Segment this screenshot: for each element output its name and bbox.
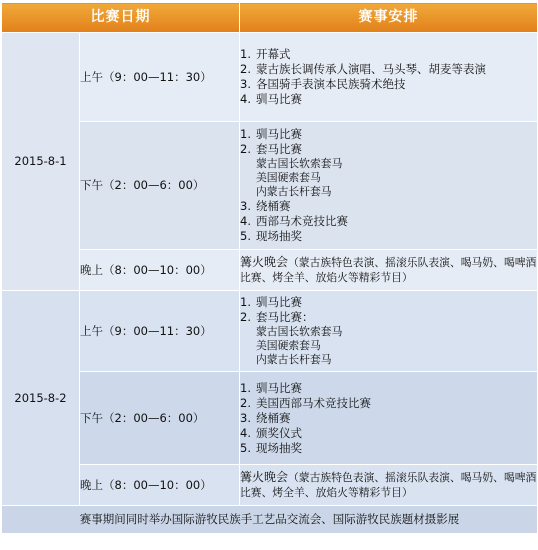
evening-title: 篝火晚会 [240, 255, 289, 269]
program-subitem: 蒙古国长软索套马 [256, 157, 343, 170]
program-item: 2. 蒙古族长调传承人演唱、马头琴、胡麦等表演 [240, 62, 486, 76]
session-program [240, 291, 538, 372]
program-item: 3. 绕桶赛 [240, 410, 291, 425]
session-time: 下午（2：00—6：00） [80, 372, 240, 465]
evening-detail: （蒙古族特色表演、摇滚乐队表演、喝马奶、喝啤酒比赛、烤全羊、放焰火等精彩节目） [240, 256, 537, 284]
session-time: 上午（9：00—11：30） [80, 291, 240, 372]
date-column-header: 比赛日期 [2, 3, 240, 33]
program-subitem: 内蒙古长杆套马 [256, 353, 332, 366]
program-item: 3. 绕桶赛 [240, 199, 291, 213]
session-program [240, 250, 538, 291]
program-item: 2. 套马比赛： [240, 310, 314, 324]
program-item: 2. 美国西部马术竞技比赛 [240, 395, 371, 410]
footer-note: 赛事期间同时举办国际游牧民族手工艺品交流会、国际游牧民族题材摄影展 [2, 506, 538, 534]
program-item: 5. 现场抽奖 [240, 229, 302, 243]
program-subitem: 美国硬索套马 [256, 171, 321, 184]
evening-detail: （蒙古族特色表演、摇滚乐队表演、喝马奶、喝啤酒比赛、烤全羊、放焰火等精彩节目） [240, 471, 537, 499]
program-subitem: 蒙古国长软索套马 [256, 325, 343, 338]
day1-afternoon-row [2, 122, 538, 250]
session-time: 晚上（8：00—10：00） [80, 465, 240, 506]
day2-afternoon-row [2, 372, 538, 465]
day1-evening-row [2, 250, 538, 291]
day2-morning-row [2, 291, 538, 372]
program-item: 4. 西部马术竞技比赛 [240, 214, 348, 228]
session-time: 晚上（8：00—10：00） [80, 250, 240, 291]
session-time: 上午（9：00—11：30） [80, 33, 240, 122]
program-item: 5. 现场抽奖 [240, 440, 302, 455]
evening-title: 篝火晚会 [240, 470, 289, 484]
session-program [240, 465, 538, 506]
day2-evening-row [2, 465, 538, 506]
session-program [240, 372, 538, 465]
day1-morning-row [2, 33, 538, 122]
program-item: 1. 驯马比赛 [240, 127, 302, 141]
day2-date: 2015-8-2 [2, 291, 80, 506]
program-item: 4. 驯马比赛 [240, 92, 302, 106]
session-program [240, 122, 538, 250]
program-subitem: 美国硬索套马 [256, 339, 321, 352]
event-schedule-table [1, 2, 538, 534]
program-item: 4. 颁奖仪式 [240, 425, 302, 440]
program-item: 1. 开幕式 [240, 47, 291, 61]
header-row [2, 3, 538, 33]
session-time: 下午（2：00—6：00） [80, 122, 240, 250]
program-item: 1. 驯马比赛 [240, 380, 302, 395]
program-item: 2. 套马比赛 [240, 142, 302, 156]
program-item: 1. 驯马比赛 [240, 295, 302, 309]
program-column-header: 赛事安排 [240, 3, 538, 33]
footer-row [2, 506, 538, 534]
day1-date: 2015-8-1 [2, 33, 80, 291]
program-subitem: 内蒙古长杆套马 [256, 185, 332, 198]
session-program [240, 33, 538, 122]
program-item: 3. 各国骑手表演本民族骑术绝技 [240, 77, 406, 91]
